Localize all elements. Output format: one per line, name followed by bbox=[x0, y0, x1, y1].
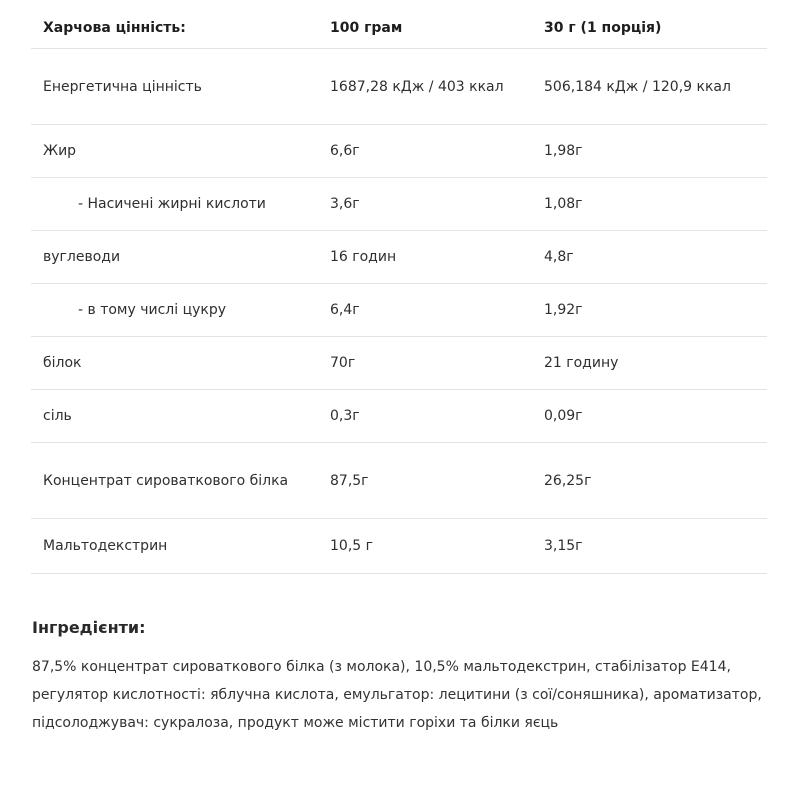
value-per-100g: 6,6г bbox=[318, 125, 532, 178]
value-per-serving: 21 годину bbox=[532, 337, 767, 390]
nutrient-name: вуглеводи bbox=[31, 231, 318, 284]
table-row bbox=[31, 284, 767, 337]
value-per-serving: 4,8г bbox=[532, 231, 767, 284]
value-per-100g: 3,6г bbox=[318, 178, 532, 231]
nutrient-name: Жир bbox=[31, 125, 318, 178]
table-row bbox=[31, 231, 767, 284]
header-per-100g: 100 грам bbox=[318, 8, 532, 49]
table-row bbox=[31, 519, 767, 574]
value-per-100g: 87,5г bbox=[318, 443, 532, 519]
ingredients-section bbox=[32, 618, 772, 737]
table-row bbox=[31, 390, 767, 443]
value-per-serving: 0,09г bbox=[532, 390, 767, 443]
value-per-100g: 70г bbox=[318, 337, 532, 390]
table-row bbox=[31, 49, 767, 125]
nutrition-table bbox=[31, 8, 767, 574]
value-per-serving: 1,08г bbox=[532, 178, 767, 231]
value-per-100g: 0,3г bbox=[318, 390, 532, 443]
table-header-row bbox=[31, 8, 767, 49]
nutrient-name: - в тому числі цукру bbox=[31, 284, 318, 337]
value-per-100g: 10,5 г bbox=[318, 519, 532, 574]
nutrient-name: Мальтодекстрин bbox=[31, 519, 318, 574]
value-per-serving: 1,98г bbox=[532, 125, 767, 178]
value-per-100g: 1687,28 кДж / 403 ккал bbox=[318, 49, 532, 125]
value-per-100g: 6,4г bbox=[318, 284, 532, 337]
header-nutrition-value: Харчова цінність: bbox=[31, 8, 318, 49]
value-per-serving: 1,92г bbox=[532, 284, 767, 337]
table-row bbox=[31, 178, 767, 231]
value-per-serving: 26,25г bbox=[532, 443, 767, 519]
nutrient-name: сіль bbox=[31, 390, 318, 443]
nutrient-name: - Насичені жирні кислоти bbox=[31, 178, 318, 231]
table-row bbox=[31, 443, 767, 519]
nutrient-name: білок bbox=[31, 337, 318, 390]
ingredients-title: Інгредієнти: bbox=[32, 618, 146, 637]
value-per-100g: 16 годин bbox=[318, 231, 532, 284]
ingredients-text: 87,5% концентрат сироваткового білка (з молока), 10,5% мальтодекстрин, стабілізатор E414, регулятор кислотності: яблучна кислота, емульгатор: лецитини (з сої/соняшника), ароматизатор, підсолоджувач: сукралоза, продукт може містити горіхи та білки яєць bbox=[32, 659, 762, 731]
table-row bbox=[31, 125, 767, 178]
table-row bbox=[31, 337, 767, 390]
nutrient-name: Енергетична цінність bbox=[31, 49, 318, 125]
header-per-serving: 30 г (1 порція) bbox=[532, 8, 767, 49]
value-per-serving: 506,184 кДж / 120,9 ккал bbox=[532, 49, 767, 125]
nutrient-name: Концентрат сироваткового білка bbox=[31, 443, 318, 519]
value-per-serving: 3,15г bbox=[532, 519, 767, 574]
